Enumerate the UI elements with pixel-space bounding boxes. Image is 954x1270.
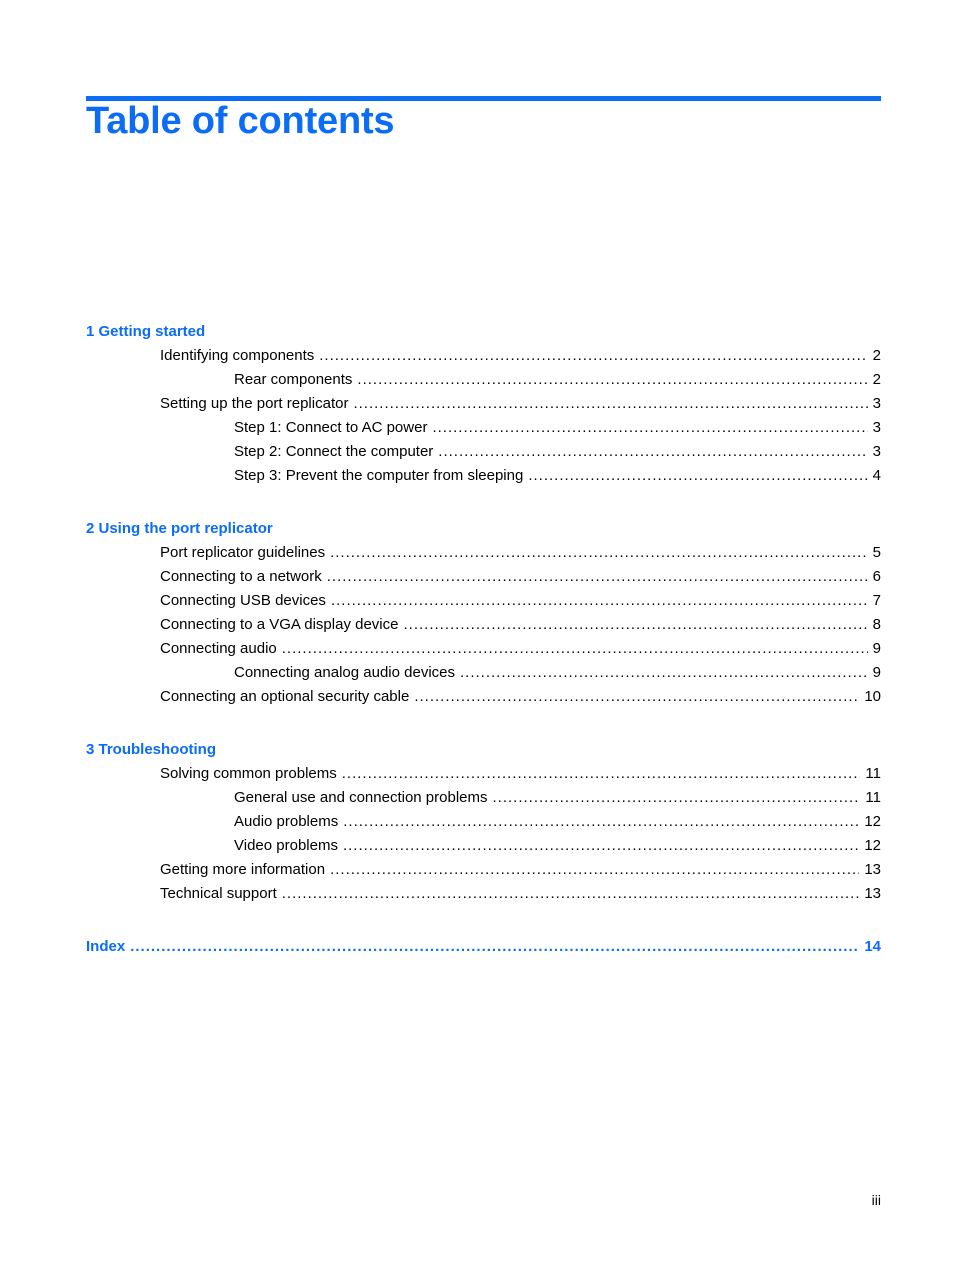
chapter-list bbox=[86, 320, 881, 906]
dot-leader bbox=[282, 882, 860, 906]
toc-chapter bbox=[86, 517, 881, 709]
toc-entry-page: 6 bbox=[872, 568, 881, 585]
toc-entry-index[interactable] bbox=[86, 935, 881, 959]
toc-entry-label: Connecting an optional security cable bbox=[160, 688, 410, 705]
toc-chapter bbox=[86, 738, 881, 906]
toc-entry[interactable] bbox=[86, 565, 881, 589]
dot-leader bbox=[330, 541, 868, 565]
dot-leader bbox=[528, 464, 867, 488]
toc-entry-page: 12 bbox=[864, 813, 881, 830]
toc-entry-label: Step 2: Connect the computer bbox=[234, 443, 434, 460]
toc-entry-page: 2 bbox=[872, 347, 881, 364]
toc-entry-label: Connecting to a VGA display device bbox=[160, 616, 399, 633]
toc-entry-label: Connecting analog audio devices bbox=[234, 664, 455, 681]
toc-entry[interactable] bbox=[86, 661, 881, 685]
toc-entry[interactable] bbox=[86, 440, 881, 464]
toc-entry[interactable] bbox=[86, 810, 881, 834]
toc-entry-page: 7 bbox=[872, 592, 881, 609]
toc-entry-label: Audio problems bbox=[234, 813, 339, 830]
toc-entry-label: Video problems bbox=[234, 837, 338, 854]
toc-entry[interactable] bbox=[86, 589, 881, 613]
dot-leader bbox=[343, 810, 859, 834]
toc-entry-label: Identifying components bbox=[160, 347, 315, 364]
toc-entry-page: 12 bbox=[864, 837, 881, 854]
toc-entry[interactable] bbox=[86, 541, 881, 565]
toc-entry-label: Step 1: Connect to AC power bbox=[234, 419, 428, 436]
toc-entry-label: Solving common problems bbox=[160, 765, 337, 782]
toc-entry-label: Connecting USB devices bbox=[160, 592, 326, 609]
toc-entry[interactable] bbox=[86, 834, 881, 858]
toc-chapter bbox=[86, 320, 881, 488]
toc-entry[interactable] bbox=[86, 762, 881, 786]
toc-entry[interactable] bbox=[86, 464, 881, 488]
toc-entry-page: 3 bbox=[872, 443, 881, 460]
toc-entry[interactable] bbox=[86, 344, 881, 368]
toc-entry-page: 9 bbox=[872, 640, 881, 657]
dot-leader bbox=[403, 613, 867, 637]
dot-leader bbox=[432, 416, 867, 440]
toc-entry-label: Connecting to a network bbox=[160, 568, 322, 585]
toc-entry[interactable] bbox=[86, 786, 881, 810]
toc-entry-label: Index bbox=[86, 938, 126, 955]
toc-entry-label: Connecting audio bbox=[160, 640, 277, 657]
toc-entry[interactable] bbox=[86, 392, 881, 416]
dot-leader bbox=[331, 589, 868, 613]
toc-entry[interactable] bbox=[86, 637, 881, 661]
toc-entry-label: General use and connection problems bbox=[234, 789, 488, 806]
dot-leader bbox=[330, 858, 859, 882]
toc-entry-label: Rear components bbox=[234, 371, 353, 388]
page-number: iii bbox=[871, 1192, 881, 1208]
toc-entry-label: Step 3: Prevent the computer from sleeping bbox=[234, 467, 524, 484]
toc-entry-label: Getting more information bbox=[160, 861, 326, 878]
dot-leader bbox=[414, 685, 859, 709]
toc-entry[interactable] bbox=[86, 416, 881, 440]
chapter-heading[interactable]: 2 Using the port replicator bbox=[86, 520, 273, 537]
toc-entry-label: Technical support bbox=[160, 885, 277, 902]
toc-entry-label: Setting up the port replicator bbox=[160, 395, 349, 412]
toc-entry[interactable] bbox=[86, 882, 881, 906]
toc-entry-page: 2 bbox=[872, 371, 881, 388]
toc-entry-page: 13 bbox=[864, 861, 881, 878]
chapter-heading[interactable]: 1 Getting started bbox=[86, 323, 206, 340]
toc-entry-page: 3 bbox=[872, 419, 881, 436]
toc-entry[interactable] bbox=[86, 613, 881, 637]
toc-entry[interactable] bbox=[86, 368, 881, 392]
toc-entry-page: 9 bbox=[872, 664, 881, 681]
dot-leader bbox=[130, 935, 859, 959]
chapter-heading[interactable]: 3 Troubleshooting bbox=[86, 741, 216, 758]
toc-entry-page: 11 bbox=[865, 765, 881, 782]
toc-entry[interactable] bbox=[86, 858, 881, 882]
toc-entry-page: 11 bbox=[865, 789, 881, 806]
toc-entry-page: 8 bbox=[872, 616, 881, 633]
dot-leader bbox=[342, 762, 861, 786]
dot-leader bbox=[438, 440, 867, 464]
toc-entry-page: 3 bbox=[872, 395, 881, 412]
table-of-contents bbox=[86, 320, 881, 959]
toc-entry-label: Port replicator guidelines bbox=[160, 544, 326, 561]
dot-leader bbox=[319, 344, 867, 368]
toc-entry[interactable] bbox=[86, 685, 881, 709]
dot-leader bbox=[343, 834, 859, 858]
toc-entry-page: 10 bbox=[864, 688, 881, 705]
toc-entry-page: 14 bbox=[864, 938, 881, 955]
dot-leader bbox=[327, 565, 868, 589]
dot-leader bbox=[460, 661, 868, 685]
toc-entry-page: 5 bbox=[872, 544, 881, 561]
page-title: Table of contents bbox=[86, 100, 395, 142]
toc-entry-page: 13 bbox=[864, 885, 881, 902]
toc-entry-page: 4 bbox=[872, 467, 881, 484]
dot-leader bbox=[357, 368, 867, 392]
dot-leader bbox=[493, 786, 861, 810]
dot-leader bbox=[282, 637, 868, 661]
dot-leader bbox=[353, 392, 867, 416]
